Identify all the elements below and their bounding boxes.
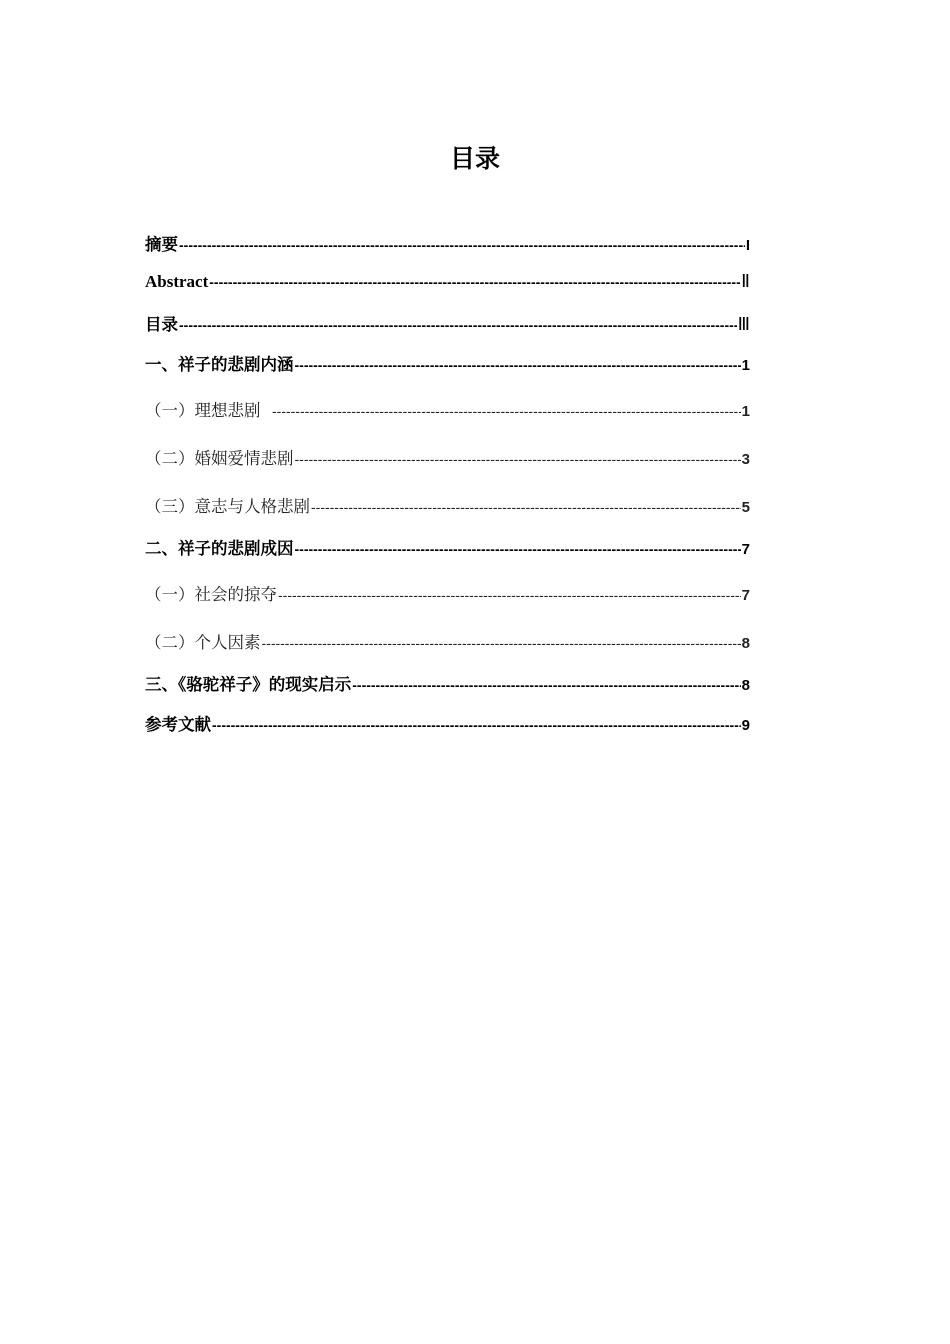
page-title: 目录 [449, 143, 500, 173]
toc-entry-label: （一）理想悲剧 [145, 401, 271, 420]
toc-entry-page: 8 [741, 635, 750, 652]
toc-entry-label: 参考文献 [145, 715, 211, 734]
toc-leader-dots [278, 587, 741, 603]
toc-entry-section-2-2[interactable] [145, 629, 750, 653]
toc-entry-label: 三、《骆驼祥子》的现实启示 [145, 675, 352, 694]
toc-entry-section-2[interactable] [145, 535, 750, 559]
toc-leader-dots [209, 274, 740, 290]
toc-entry-section-2-1[interactable] [145, 581, 750, 605]
toc-entry-abstract-cn[interactable] [145, 231, 750, 255]
toc-entry-label: 二、祥子的悲剧成因 [145, 539, 294, 558]
toc-leader-dots [295, 357, 741, 373]
toc-entry-section-1-2[interactable] [145, 445, 750, 469]
toc-entry-section-1[interactable] [145, 351, 750, 375]
toc-leader-dots [212, 717, 741, 733]
toc-entry-references[interactable] [145, 711, 750, 735]
toc-leader-dots [352, 677, 740, 693]
toc-entry-label: （一）社会的掠夺 [145, 585, 277, 604]
toc-entry-page: 1 [741, 403, 750, 420]
toc-entry-page: 8 [741, 677, 750, 694]
toc-entry-page: 3 [741, 451, 750, 468]
toc-leader-dots [295, 541, 741, 557]
toc-entry-page: 7 [741, 587, 750, 604]
toc-leader-dots [179, 317, 737, 333]
toc-leader-dots [311, 499, 741, 515]
toc-entry-abstract-en[interactable] [145, 271, 750, 295]
toc-leader-dots [295, 451, 741, 467]
toc-entry-label: 目录 [145, 315, 178, 334]
toc-leader-dots [179, 237, 745, 253]
toc-entry-page: 9 [741, 717, 750, 734]
toc-entry-section-3[interactable] [145, 671, 750, 695]
toc-entry-section-1-3[interactable] [145, 493, 750, 517]
toc-entry-label: 摘要 [145, 235, 178, 254]
toc-entry-contents[interactable] [145, 311, 750, 335]
toc-entry-label: Abstract [145, 272, 209, 291]
toc-leader-dots [262, 635, 741, 651]
toc-entry-label: （三）意志与人格悲剧 [145, 497, 310, 516]
toc-entry-section-1-1[interactable] [145, 397, 750, 421]
toc-entry-page: 5 [741, 499, 750, 516]
toc-entry-label: 一、祥子的悲剧内涵 [145, 355, 294, 374]
toc-entry-label: （二）个人因素 [145, 633, 261, 652]
toc-entry-page: Ⅱ [741, 271, 750, 291]
toc-leader-dots [272, 403, 741, 419]
toc-entry-label: （二）婚姻爱情悲剧 [145, 449, 294, 468]
toc-entry-page: I [745, 237, 750, 254]
toc-entry-page: 1 [741, 357, 750, 374]
toc-entry-page: 7 [741, 541, 750, 558]
toc-entry-page: Ⅲ [737, 314, 750, 334]
